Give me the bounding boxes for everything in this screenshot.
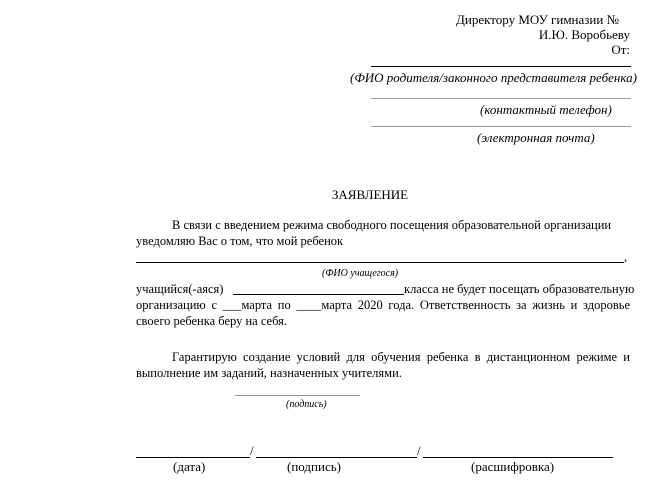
phone-line xyxy=(371,98,631,99)
separator-2: / xyxy=(417,443,421,458)
paragraph1-line4: организацию с ___марта по ____марта 2020 года. Ответственность за жизнь и здоровье xyxy=(136,298,630,312)
email-line xyxy=(371,126,631,127)
paragraph2-line2: выполнение им заданий, назначенных учителями. xyxy=(136,366,402,380)
decode-line xyxy=(423,457,613,458)
signature-line xyxy=(256,457,417,458)
separator-1: / xyxy=(250,443,254,458)
paragraph1-line5: своего ребенка беру на себя. xyxy=(136,314,288,328)
student-name-caption: (ФИО учащегося) xyxy=(322,268,399,279)
paragraph1-line2: уведомляю Вас о том, что мой ребенок xyxy=(136,234,344,248)
inline-signature-caption: (подпись) xyxy=(286,399,327,410)
document-title: ЗАЯВЛЕНИЕ xyxy=(331,187,409,202)
decode-label: (расшифровка) xyxy=(471,459,555,474)
date-label: (дата) xyxy=(173,459,206,474)
inline-signature-line xyxy=(235,395,360,396)
addressee-line1: Директору МОУ гимназии № xyxy=(456,12,619,27)
student-grade-suffix: класса не будет посещать образовательную xyxy=(404,282,635,296)
student-name-line xyxy=(136,262,624,263)
signature-label: (подпись) xyxy=(287,459,341,474)
parent-name-caption: (ФИО родителя/законного представителя ребенка) xyxy=(350,70,637,85)
student-grade-line xyxy=(233,294,404,295)
phone-caption: (контактный телефон) xyxy=(480,102,612,117)
student-grade-prefix: учащийся(-аяся) xyxy=(136,282,224,296)
paragraph1-line1: В связи с введением режима свободного посещения образовательной организации xyxy=(172,218,612,232)
email-caption: (электронная почта) xyxy=(477,130,595,145)
parent-name-line xyxy=(371,66,631,67)
student-name-comma: , xyxy=(624,250,628,264)
from-label: От: xyxy=(611,42,630,57)
addressee-line2: И.Ю. Воробьеву xyxy=(538,27,630,42)
paragraph2-line1: Гарантирую создание условий для обучения ребенка в дистанционном режиме и xyxy=(172,350,630,364)
date-line xyxy=(136,457,250,458)
